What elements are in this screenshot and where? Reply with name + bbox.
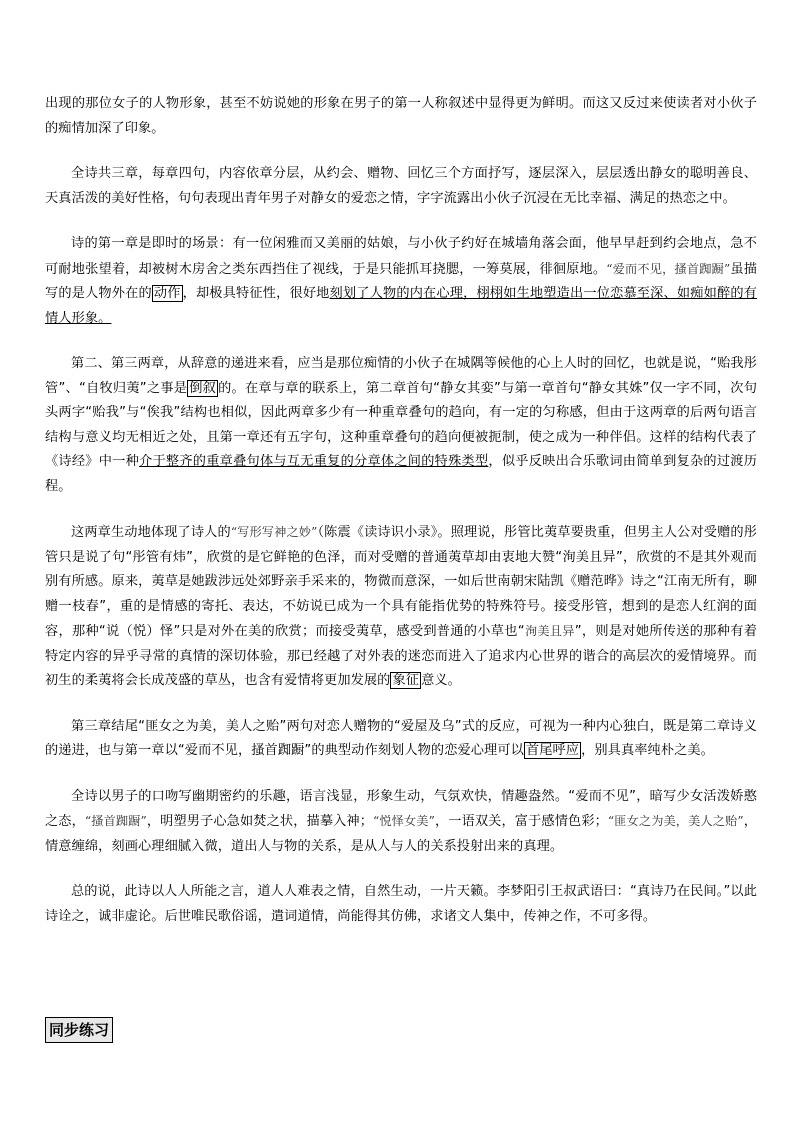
boxed-term: 首尾呼应 <box>525 743 580 758</box>
bold-text: 出现的那位女子 <box>45 96 140 111</box>
text-run: 全诗共三章，每章四句，内容依章分层，从约会、赠物、回忆三个方面抒写，逐层深入，层层透出静女的聪明善良、天真活泼的美好性格，句句表现出青年男子对静女的爱恋之情，字字流露出小伙子沉浸在无比幸福、满足的热恋之中。 <box>45 166 757 206</box>
text-run: ，却极具特征性，很好地 <box>182 286 330 301</box>
quotation: “匪女之为美，美人之贻” <box>607 814 744 828</box>
document-body <box>45 92 757 950</box>
text-run: （陈震《读诗识小录》。照理说，彤管比荑草要贵重，但男主人公对受赠的彤管只是说了句“彤管有炜”，欣赏的是它鲜艳的色泽，而对受赠的普通荑草却由衷地大赞“洵美且异”，欣赏的不是其外观而别有所感。原来，荑草是她跋涉远处郊野亲手采来的，物微而意深，一如后世南朝宋陆凯《赠范晔》诗之“江南无所有，聊赠一枝春”，重的是情感的寄托、表达，不妨说已成为一个具有能指优势的特殊符号。接受彤管，想到的是恋人红润的面容，那种“说（悦）怿”只是对外在美的欣赏；而接受荑草，感受到普通的小草也“ <box>45 525 758 639</box>
bold-text: 那位痴情的小伙子在城隅等候他的心上人时的回忆 <box>337 356 631 371</box>
paragraph <box>45 232 757 331</box>
text-run: ，也就是说，“贻我彤管”、“自牧归荑”之事是 <box>45 356 757 396</box>
text-run: 总的说，此诗以人人所能之言，道人人难表之情，自然生动，一片天籁。李梦阳引王叔武语曰：“真诗乃在民间。”以此诗诠之，诚非虚论。后世唯民歌俗谣，遣词道情，尚能得其仿佛，求诸文人集中，传神之作，不可多得。 <box>45 884 757 924</box>
text-run: 第三章结尾“匪女之为美，美人之贻”两句对恋人赠物的“爱屋及乌”式的反应，可视为一种内心独白，既是第二章诗义的递进，也与第一章以“爱而不见，搔首踟蹰”的典型动作刻划人物的恋爱心理可以 <box>45 718 757 758</box>
text-run: 的人物形象，甚至不妨说她的形象在男子的第一人称叙述中显得更为鲜明。而这又反过来使读者对小伙子的痴情加深了印象。 <box>45 96 757 136</box>
quotation: “搔首踟蹰” <box>84 814 147 828</box>
text-run: 诗的第一章是即时的场景：有一位闲雅而又美丽的姑娘，与小伙子约好在城墙角落会面，他早早赶到约会地点，急不可耐地张望着，却被树木房舍之类东西挡住了视线，于是只能抓耳挠腮，一筹莫展，徘徊原地。 <box>45 236 757 277</box>
text-run: 这两章生动地体现了诗人的 <box>71 525 231 540</box>
boxed-term: 动作 <box>153 286 181 301</box>
underlined-text: 介于整齐的重章叠句体与互无重复的分章体之间的特殊类型 <box>139 454 489 469</box>
paragraph <box>45 162 757 211</box>
underlined-text: 刻划了人物的内在心理，栩栩如生地塑造出一位恋慕至深、如痴如醉的有情人形象。 <box>45 286 757 326</box>
quotation: “写形写神之妙” <box>230 525 318 539</box>
paragraph <box>45 92 757 141</box>
exercise-heading: 同步练习 <box>45 1017 113 1043</box>
paragraph <box>45 520 757 694</box>
paragraph <box>45 880 757 929</box>
text-run: 第二、第三两章，从辞意的递进来看，应当是 <box>71 356 338 371</box>
boxed-term: 倒叙 <box>189 380 217 396</box>
paragraph <box>45 785 757 860</box>
text-run: ，似乎反映出合乐歌词由简单到复杂的过渡历程。 <box>45 454 758 494</box>
quotation: “悦怿女美” <box>373 814 435 828</box>
text-run: ，别具真率纯朴之美。 <box>581 743 714 758</box>
boxed-term: 象征 <box>392 673 420 688</box>
text-run: 意义。 <box>421 673 461 688</box>
quotation: 洵美且异 <box>524 624 575 638</box>
text-run: 的。在章与章的联系上，第二章首句“静女其娈”与第一章首句“静女其姝”仅一字不同，次句头两字“贻我”与“俟我”结构也相似，因此两章多少有一种重章叠句的趋向，有一定的匀称感，但由于这两章的后两句语言结构与意义均无相近之处，且第一章还有五字句，这种重章叠句的趋向便被扼制，使之成为一种伴侣。这样的结构代表了《诗经》中一种 <box>45 380 758 469</box>
text-run: ，情意缠绵，刻画心理细腻入微，道出人与物的关系，是从人与人的关系投射出来的真理。 <box>45 814 757 854</box>
text-run: 全诗以男子的口吻写幽期密约的乐趣，语言浅显，形象生动，气氛欢快，情趣盎然。“爱而不见”，暗写少女活泼娇憨之态， <box>45 788 757 829</box>
paragraph <box>45 352 757 499</box>
quotation: “爱而不见，搔首踟蹰” <box>606 261 731 276</box>
text-run: ，明塑男子心急如焚之状，描摹入神； <box>146 814 374 829</box>
text-run: 虽描写的是人物外在的 <box>45 261 758 301</box>
paragraph <box>45 715 757 764</box>
text-run: ，一语双关，富于感情色彩； <box>434 814 608 829</box>
text-run: ”，则是对她所传送的那种有着特定内容的异乎寻常的真情的深切体验，那已经越了对外表的迷恋而进入了追求内心世界的谐合的高层次的爱情境界。而初生的柔荑将会长成茂盛的草丛，也含有爱情将更加发展的 <box>45 624 758 688</box>
